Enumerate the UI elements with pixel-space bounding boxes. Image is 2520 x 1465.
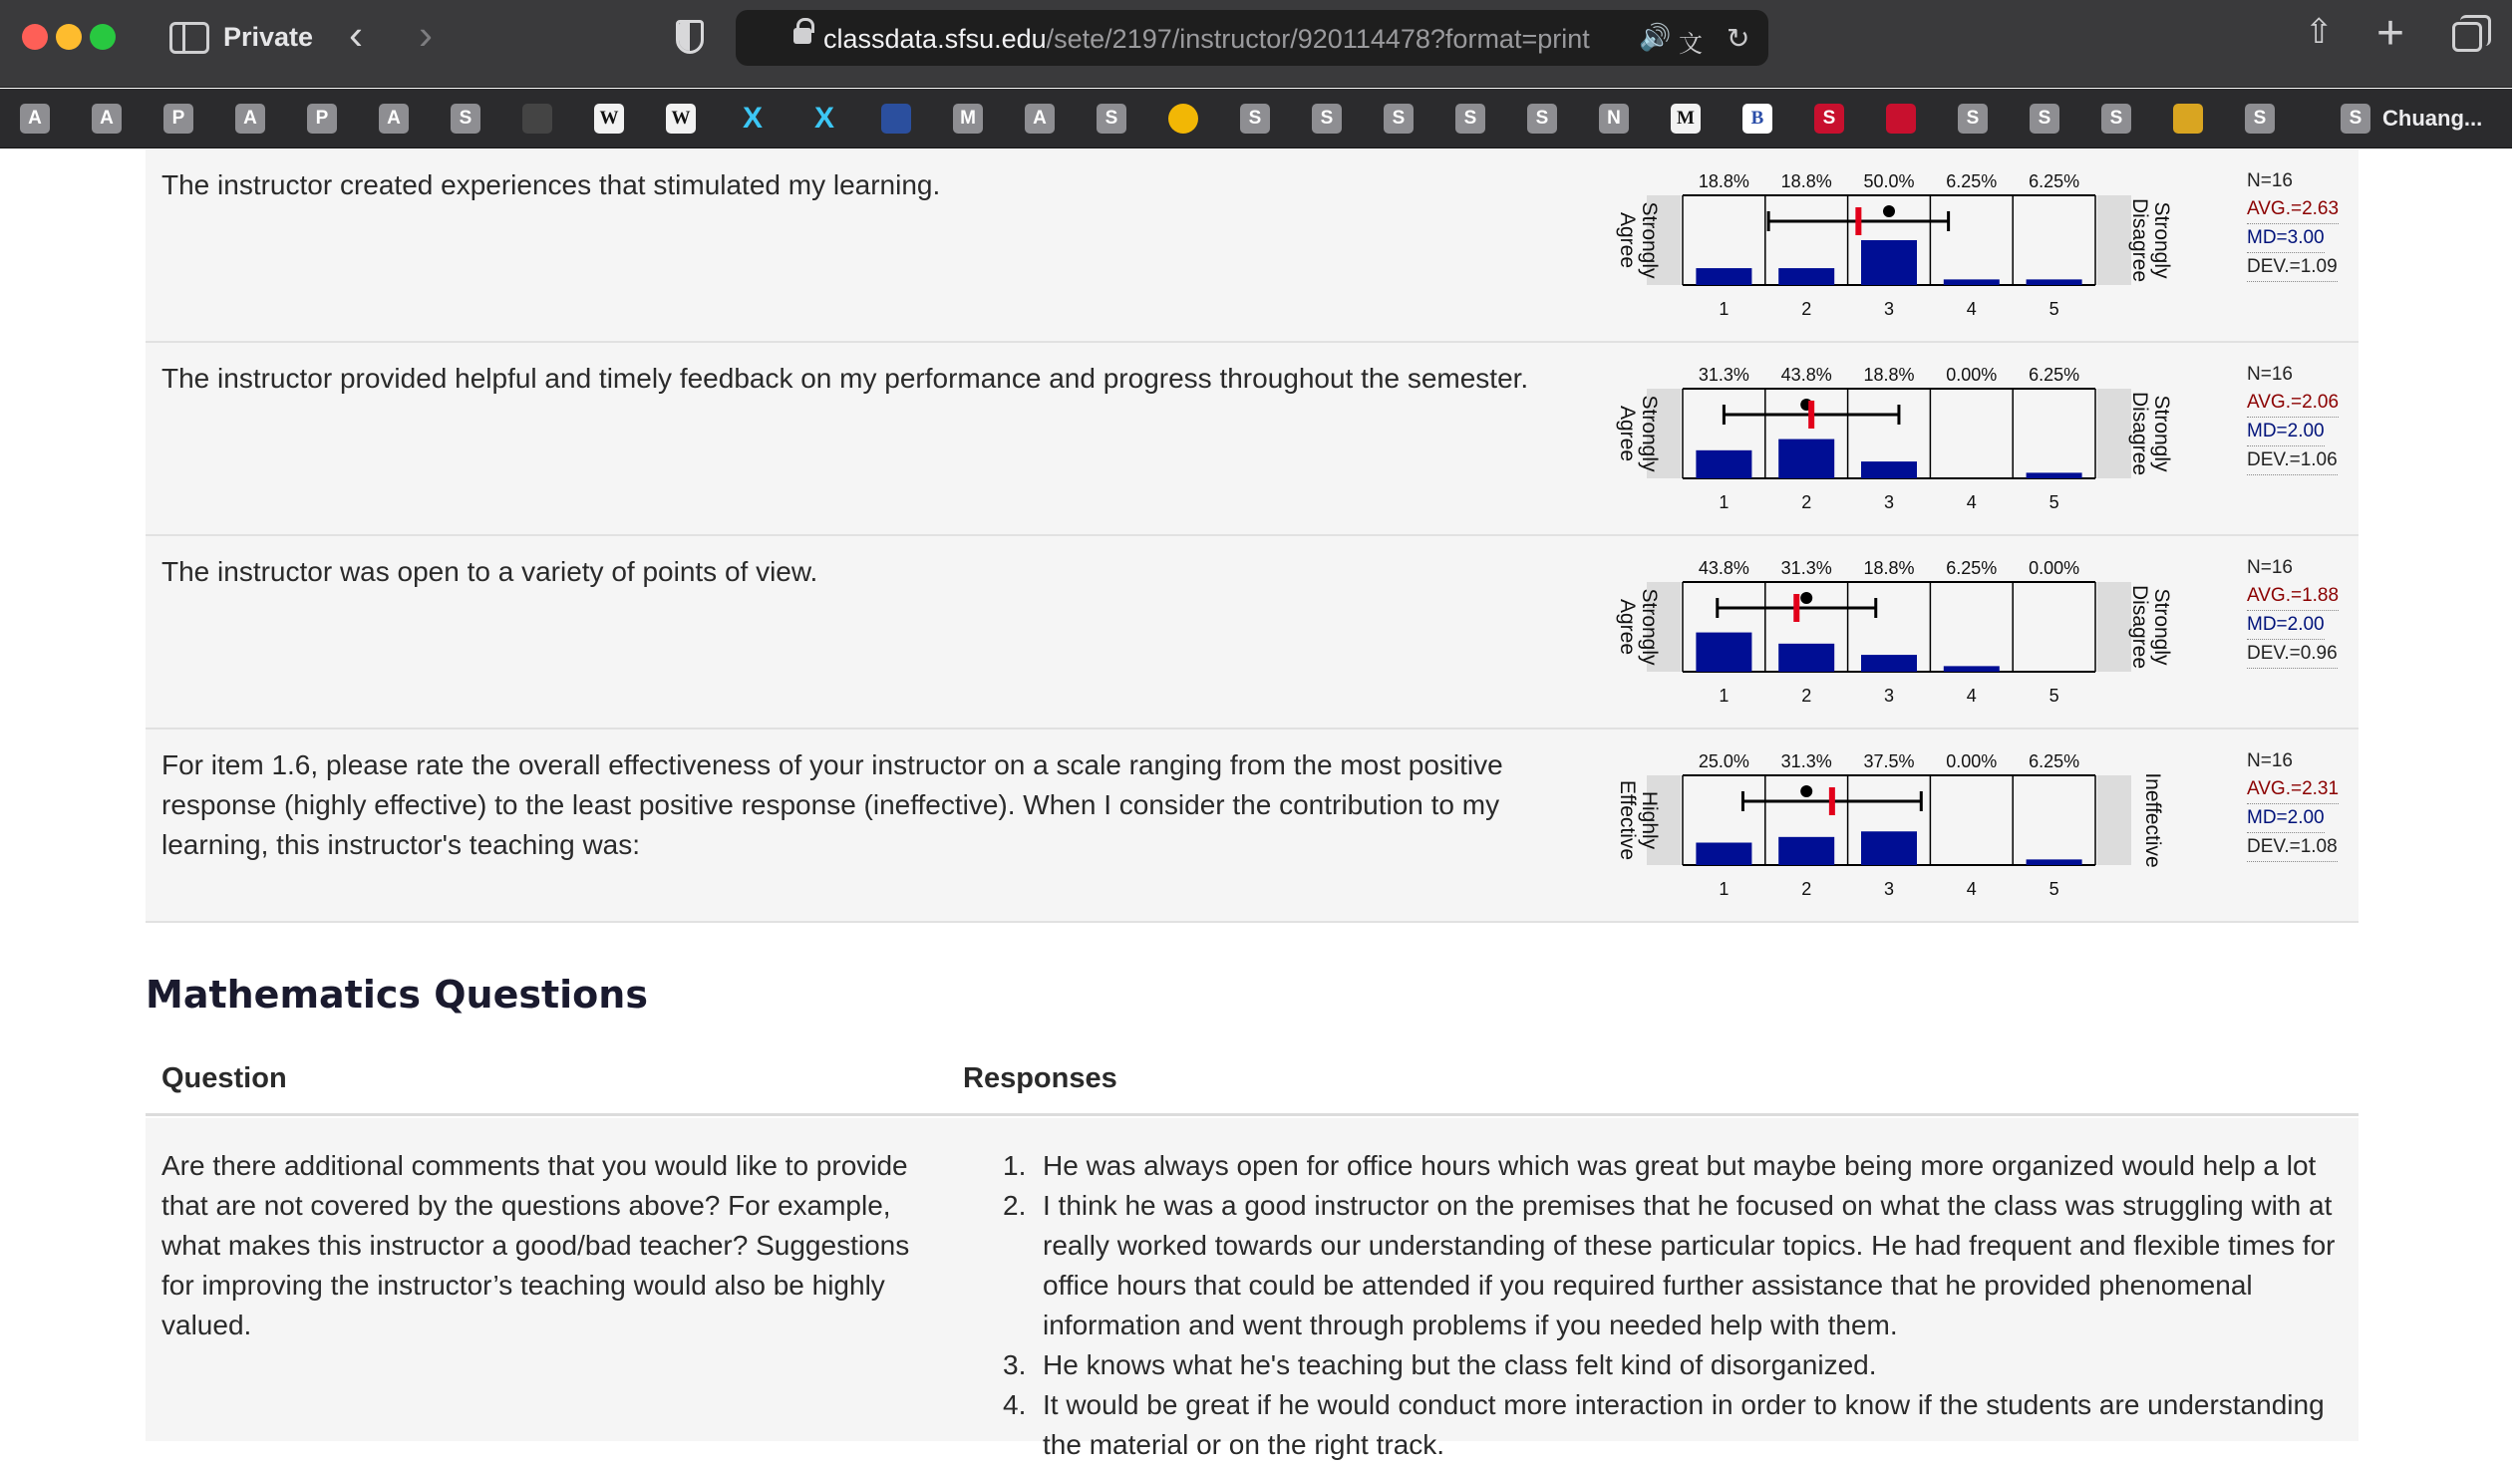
bar-2 xyxy=(1778,837,1834,865)
favorite-item[interactable]: W xyxy=(594,104,624,134)
url-domain: classdata.sfsu.edu xyxy=(823,24,1047,54)
favorites-bar xyxy=(0,89,2512,148)
right-anchor-box xyxy=(2097,389,2131,478)
mean-marker xyxy=(1808,401,1814,429)
list-item-number: 2. xyxy=(1003,1190,1027,1221)
favorite-item[interactable] xyxy=(881,104,911,134)
bar-value-label: 0.00% xyxy=(1946,751,1998,771)
favorite-item[interactable]: A xyxy=(1025,104,1055,134)
favorite-item[interactable]: S xyxy=(2030,104,2059,134)
bar-1 xyxy=(1696,843,1751,866)
favorite-item[interactable]: A xyxy=(20,104,50,134)
stat-deviation: DEV.=0.96 xyxy=(2247,640,2338,669)
favorite-item[interactable]: S xyxy=(1455,104,1485,134)
bar-value-label: 31.3% xyxy=(1780,558,1832,578)
favorite-item[interactable]: A xyxy=(235,104,265,134)
stat-average: AVG.=2.06 xyxy=(2247,389,2339,418)
share-icon[interactable]: ⇧ xyxy=(2305,13,2334,51)
mean-marker xyxy=(1855,207,1861,235)
browser-titlebar xyxy=(0,0,2512,88)
right-anchor-label-line: Disagree xyxy=(2128,391,2151,476)
stat-average: AVG.=1.88 xyxy=(2247,582,2339,611)
list-item-number: 4. xyxy=(1003,1389,1027,1420)
right-anchor-box xyxy=(2097,195,2131,285)
stats-block xyxy=(2247,747,2339,862)
column-header-responses: Responses xyxy=(963,1062,1117,1094)
x-tick-label: 4 xyxy=(1966,492,1977,512)
list-item xyxy=(1003,1385,2349,1465)
right-anchor-label xyxy=(2128,585,2173,669)
x-tick-label: 4 xyxy=(1966,299,1977,319)
stat-deviation: DEV.=1.06 xyxy=(2247,446,2338,475)
response-distribution-chart xyxy=(1616,343,2219,536)
responses-cell xyxy=(1003,1146,2349,1465)
stats-block xyxy=(2247,167,2339,282)
bar-value-label: 6.25% xyxy=(1946,171,1998,191)
stats-block xyxy=(2247,361,2339,475)
favorite-item[interactable]: S xyxy=(1240,104,1270,134)
page-content xyxy=(0,149,2512,1460)
forward-button[interactable]: › xyxy=(419,11,433,58)
bar-4 xyxy=(1944,279,2000,285)
url-path: /sete/2197/instructor/920114478?format=print xyxy=(1046,24,1590,54)
right-anchor-label-line: Disagree xyxy=(2128,197,2151,283)
audio-playing-icon[interactable]: 🔊 xyxy=(1639,22,1672,52)
bar-2 xyxy=(1778,440,1834,478)
bar-value-label: 6.25% xyxy=(2029,171,2080,191)
section-title: Mathematics Questions xyxy=(146,973,648,1017)
bar-value-label: 31.3% xyxy=(1780,751,1832,771)
table-header xyxy=(146,1046,2359,1116)
question-row xyxy=(146,343,2359,536)
mean-marker xyxy=(1793,594,1799,622)
right-anchor-label xyxy=(2128,392,2173,475)
zoom-window-button[interactable] xyxy=(90,24,116,50)
favorite-item[interactable]: A xyxy=(379,104,409,134)
bar-value-label: 18.8% xyxy=(1780,171,1832,191)
x-tick-label: 5 xyxy=(2048,686,2059,706)
bar-value-label: 6.25% xyxy=(2029,365,2080,385)
bar-value-label: 43.8% xyxy=(1780,365,1832,385)
back-button[interactable]: ‹ xyxy=(349,11,363,58)
right-anchor-label xyxy=(2141,772,2164,867)
list-item-text: It would be great if he would conduct more interaction in order to know if the students are understanding the material or on the right track. xyxy=(1043,1389,2325,1460)
x-tick-label: 5 xyxy=(2048,492,2059,512)
question-row xyxy=(146,149,2359,343)
mean-marker xyxy=(1829,787,1835,815)
stat-n: N=16 xyxy=(2247,750,2293,771)
bar-value-label: 0.00% xyxy=(2029,558,2080,578)
new-tab-button[interactable]: + xyxy=(2376,7,2405,60)
favorite-item[interactable]: S xyxy=(1312,104,1342,134)
favorite-item[interactable]: S xyxy=(2245,104,2275,134)
bar-value-label: 50.0% xyxy=(1863,171,1915,191)
stat-median: MD=2.00 xyxy=(2247,418,2325,446)
lock-icon xyxy=(793,28,811,44)
favorite-item[interactable]: X xyxy=(813,102,834,135)
sidebar-toggle-icon[interactable] xyxy=(169,22,209,54)
list-item xyxy=(1003,1146,2349,1186)
median-marker xyxy=(1883,205,1895,217)
stats-block xyxy=(2247,554,2339,669)
right-anchor-label xyxy=(2128,198,2173,282)
translate-icon[interactable]: 文 xyxy=(1679,31,1703,58)
response-distribution-chart xyxy=(1616,730,2219,923)
median-marker xyxy=(1800,592,1812,604)
bar-4 xyxy=(1944,666,2000,672)
right-anchor-label-line: Disagree xyxy=(2128,584,2151,670)
favorite-item[interactable]: B xyxy=(1742,104,1772,134)
bar-5 xyxy=(2027,859,2082,865)
favorite-item[interactable]: S xyxy=(2101,104,2131,134)
left-anchor-label-line: Effective xyxy=(1616,779,1639,861)
x-tick-label: 5 xyxy=(2048,879,2059,899)
stat-n: N=16 xyxy=(2247,364,2293,385)
question-row xyxy=(146,536,2359,730)
favorite-item[interactable]: P xyxy=(163,104,193,134)
bar-value-label: 18.8% xyxy=(1863,558,1915,578)
favorite-item[interactable] xyxy=(1168,104,1198,134)
list-item-text: I think he was a good instructor on the premises that he focused on what the class was struggling with at really worked towards our understanding of these particular topics. He had frequent and flexible times for office hours that could be attended if you required further assistance that he provided phenomenal information and went through problems if you needed help with them. xyxy=(1043,1190,2336,1340)
x-tick-label: 1 xyxy=(1719,686,1730,706)
stat-median: MD=3.00 xyxy=(2247,224,2325,253)
x-tick-label: 1 xyxy=(1719,879,1730,899)
bar-3 xyxy=(1861,655,1917,672)
question-cell: Are there additional comments that you would like to provide that are not covered by the questions above? For example, what makes this instructor a good/bad teacher? Suggestions for improving the instructor’s teaching would also be highly valued. xyxy=(161,1150,910,1340)
favorite-item[interactable]: S xyxy=(1958,104,1988,134)
favorite-item[interactable]: S xyxy=(451,104,480,134)
reload-icon[interactable]: ↻ xyxy=(1727,23,1750,54)
question-text: The instructor provided helpful and timely feedback on my performance and progress throughout the semester. xyxy=(161,363,1529,394)
bar-3 xyxy=(1861,831,1917,865)
tab-overview-icon[interactable] xyxy=(2452,22,2482,52)
bar-2 xyxy=(1778,644,1834,672)
favorite-item[interactable]: N xyxy=(1599,104,1629,134)
bar-5 xyxy=(2027,472,2082,478)
left-anchor-label-line: Strongly xyxy=(1638,395,1661,472)
favorite-item[interactable]: W xyxy=(666,104,696,134)
list-item xyxy=(1003,1345,2349,1385)
response-distribution-chart xyxy=(1616,149,2219,343)
left-anchor-label-line: Strongly xyxy=(1638,201,1661,279)
stat-n: N=16 xyxy=(2247,557,2293,578)
left-anchor-label-line: Strongly xyxy=(1638,588,1661,666)
median-marker xyxy=(1800,785,1812,797)
favorite-item[interactable]: S xyxy=(1527,104,1557,134)
stat-median: MD=2.00 xyxy=(2247,611,2325,640)
bar-value-label: 0.00% xyxy=(1946,365,1998,385)
stat-deviation: DEV.=1.09 xyxy=(2247,253,2338,282)
left-anchor-label-line: Agree xyxy=(1616,598,1639,656)
response-distribution-chart xyxy=(1616,536,2219,730)
favorite-item[interactable] xyxy=(1886,104,1916,134)
x-tick-label: 4 xyxy=(1966,686,1977,706)
x-tick-label: 5 xyxy=(2048,299,2059,319)
bar-value-label: 6.25% xyxy=(1946,558,1998,578)
x-tick-label: 2 xyxy=(1801,879,1812,899)
favorite-item[interactable]: P xyxy=(307,104,337,134)
x-tick-label: 2 xyxy=(1801,492,1812,512)
bar-value-label: 43.8% xyxy=(1698,558,1749,578)
bar-1 xyxy=(1696,450,1751,478)
x-tick-label: 3 xyxy=(1883,492,1895,512)
bar-value-label: 31.3% xyxy=(1698,365,1749,385)
x-tick-label: 4 xyxy=(1966,879,1977,899)
stat-deviation: DEV.=1.08 xyxy=(2247,833,2338,862)
bar-value-label: 18.8% xyxy=(1863,365,1915,385)
list-item-text: He was always open for office hours which was great but maybe being more organized would help a lot xyxy=(1043,1150,2317,1181)
close-window-button[interactable] xyxy=(22,24,48,50)
left-anchor-label xyxy=(1616,588,1661,666)
stat-n: N=16 xyxy=(2247,170,2293,191)
right-anchor-box xyxy=(2097,582,2131,672)
question-text: The instructor was open to a variety of points of view. xyxy=(161,556,818,587)
left-anchor-label-line: Highly xyxy=(1638,790,1661,850)
bar-3 xyxy=(1861,461,1917,478)
left-anchor-label xyxy=(1616,780,1661,860)
bar-5 xyxy=(2027,279,2082,285)
x-tick-label: 2 xyxy=(1801,299,1812,319)
privacy-shield-icon[interactable] xyxy=(676,20,704,54)
right-anchor-label-line: Strongly xyxy=(2150,588,2173,666)
question-text: For item 1.6, please rate the overall effectiveness of your instructor on a scale ranging from the most positive response (highly effective) to the least positive response (ineffective). When I consider the contribution to my learning, this instructor's teaching was: xyxy=(161,749,1503,860)
favorite-item[interactable]: S xyxy=(1097,104,1126,134)
bar-value-label: 25.0% xyxy=(1698,751,1749,771)
question-row xyxy=(146,730,2359,923)
bar-value-label: 37.5% xyxy=(1863,751,1915,771)
right-anchor-label-line: Strongly xyxy=(2150,395,2173,472)
list-item xyxy=(1003,1186,2349,1345)
address-bar[interactable] xyxy=(736,10,1768,66)
stat-average: AVG.=2.63 xyxy=(2247,195,2339,224)
question-text: The instructor created experiences that stimulated my learning. xyxy=(161,169,941,200)
url-text[interactable] xyxy=(823,24,1590,55)
bar-3 xyxy=(1861,240,1917,285)
favorite-item[interactable]: A xyxy=(92,104,122,134)
favorite-item-last[interactable] xyxy=(2341,104,2520,134)
favorite-item[interactable]: S xyxy=(1384,104,1414,134)
list-item-number: 3. xyxy=(1003,1349,1027,1380)
favorite-item[interactable] xyxy=(2173,104,2203,134)
x-tick-label: 3 xyxy=(1883,299,1895,319)
x-tick-label: 2 xyxy=(1801,686,1812,706)
favorite-item[interactable]: X xyxy=(742,102,763,135)
favorite-item[interactable]: M xyxy=(1671,104,1701,134)
bar-value-label: 6.25% xyxy=(2029,751,2080,771)
left-anchor-label xyxy=(1616,201,1661,279)
bar-1 xyxy=(1696,633,1751,672)
bar-2 xyxy=(1778,268,1834,285)
stat-average: AVG.=2.31 xyxy=(2247,775,2339,804)
left-anchor-label-line: Agree xyxy=(1616,211,1639,269)
left-anchor-label-line: Agree xyxy=(1616,405,1639,462)
list-item-number: 1. xyxy=(1003,1150,1027,1181)
x-tick-label: 1 xyxy=(1719,492,1730,512)
right-anchor-label-line: Ineffective xyxy=(2141,772,2164,868)
right-anchor-box xyxy=(2097,775,2131,865)
bar-1 xyxy=(1696,268,1751,285)
favorite-label: Chuang... xyxy=(2382,106,2483,131)
x-tick-label: 3 xyxy=(1883,879,1895,899)
right-anchor-label-line: Strongly xyxy=(2150,201,2173,279)
private-mode-label: Private xyxy=(223,22,314,52)
favorite-icon: S xyxy=(2341,104,2370,134)
left-anchor-label xyxy=(1616,395,1661,472)
table-row xyxy=(146,1118,2359,1460)
x-tick-label: 1 xyxy=(1719,299,1730,319)
favorite-item[interactable] xyxy=(522,104,552,134)
minimize-window-button[interactable] xyxy=(56,24,82,50)
list-item-text: He knows what he's teaching but the class felt kind of disorganized. xyxy=(1043,1349,1877,1380)
favorite-item[interactable]: M xyxy=(953,104,983,134)
favorite-item[interactable]: S xyxy=(1814,104,1844,134)
bar-value-label: 18.8% xyxy=(1698,171,1749,191)
stat-median: MD=2.00 xyxy=(2247,804,2325,833)
x-tick-label: 3 xyxy=(1883,686,1895,706)
column-header-question: Question xyxy=(161,1062,287,1094)
